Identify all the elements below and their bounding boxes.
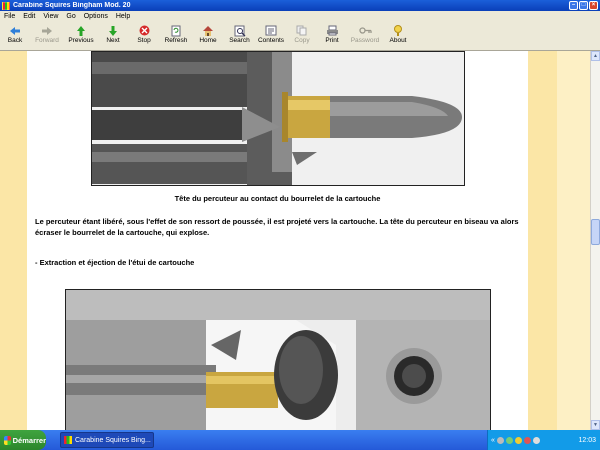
menu-help[interactable]: Help [115,13,131,20]
home-label: Home [199,37,217,44]
about-button[interactable] [383,22,413,44]
stop-label: Stop [137,37,151,44]
system-tray [487,430,600,450]
refresh-button[interactable] [160,22,192,44]
window-title: Carabine Squires Bingham Mod. 20 [13,2,131,9]
previous-button[interactable] [64,22,98,44]
description-paragraph: Le percuteur étant libéré, sous l'effet de son ressort de poussée, il est projeté vers la cartouche. La tête du percuteur en biseau va alors écraser le bourrelet de la cartouche, qui explose. [35,217,519,237]
photo-extraction-ejection [65,289,491,430]
about-icon [391,24,405,37]
home-icon [201,24,215,37]
up-arrow-icon [74,24,88,37]
stop-button[interactable] [128,22,160,44]
down-arrow-icon [106,24,120,37]
tray-network-icon[interactable] [506,437,513,444]
close-button[interactable]: × [589,1,598,10]
home-button[interactable] [192,22,224,44]
previous-label: Previous [68,37,94,44]
back-label: Back [7,37,23,44]
photo-caption: Tête du percuteur au contact du bourrelet de la cartouche [174,194,381,203]
menu-go[interactable]: Go [66,13,76,20]
taskbar [0,430,600,450]
vertical-scrollbar[interactable] [590,51,600,430]
menu-file[interactable]: File [4,13,16,20]
next-button[interactable] [98,22,128,44]
photo-firing-pin-cartridge [91,51,465,186]
password-button[interactable] [347,22,383,44]
app-icon [2,2,10,10]
start-button[interactable] [0,430,46,450]
scroll-down-arrow-icon[interactable]: ▼ [591,420,600,430]
refresh-icon [169,24,183,37]
refresh-label: Refresh [164,37,188,44]
forward-arrow-icon [40,24,54,37]
contents-icon [264,24,278,37]
taskbar-window-label: Carabine Squires Bing... [75,436,151,444]
print-button[interactable] [317,22,347,44]
forward-label: Forward [35,37,59,44]
window-titlebar [0,0,600,11]
page-viewport [0,51,590,430]
scroll-up-arrow-icon[interactable]: ▲ [591,51,600,61]
clock: 12:03 [578,436,596,444]
tray-expand-icon[interactable]: « [491,436,495,444]
key-icon [358,24,372,37]
next-label: Next [106,37,120,44]
printer-icon [325,24,339,37]
menu-options[interactable]: Options [83,13,108,20]
back-arrow-icon [8,24,22,37]
stop-icon [137,24,151,37]
print-label: Print [325,37,339,44]
forward-button[interactable] [30,22,64,44]
tray-speaker-icon[interactable] [497,437,504,444]
right-decor-band-light [557,51,590,430]
scrollbar-thumb[interactable] [591,219,600,245]
app-icon [64,436,72,444]
toolbar [0,22,600,51]
start-label: Démarrer [12,435,46,445]
left-decor-band [0,51,27,430]
copy-icon [295,24,309,37]
right-decor-band [528,51,557,430]
back-button[interactable] [0,22,30,44]
tray-security-icon[interactable] [515,437,522,444]
menu-view[interactable]: View [43,13,59,20]
search-label: Search [229,37,250,44]
tray-app-icon[interactable] [533,437,540,444]
windows-flag-icon [4,436,11,445]
contents-button[interactable] [255,22,287,44]
section-heading-extraction: - Extraction et éjection de l'étui de cartouche [35,258,195,267]
copy-label: Copy [294,37,310,44]
tray-antivirus-icon[interactable] [524,437,531,444]
contents-label: Contents [257,37,285,44]
minimize-button[interactable]: – [569,1,578,10]
taskbar-window-button[interactable] [60,432,154,448]
page-content [27,51,528,430]
about-label: About [389,37,407,44]
search-icon [233,24,247,37]
maximize-button[interactable]: □ [579,1,588,10]
menu-edit[interactable]: Edit [23,13,36,20]
password-label: Password [350,37,380,44]
copy-button[interactable] [287,22,317,44]
search-button[interactable] [224,22,255,44]
